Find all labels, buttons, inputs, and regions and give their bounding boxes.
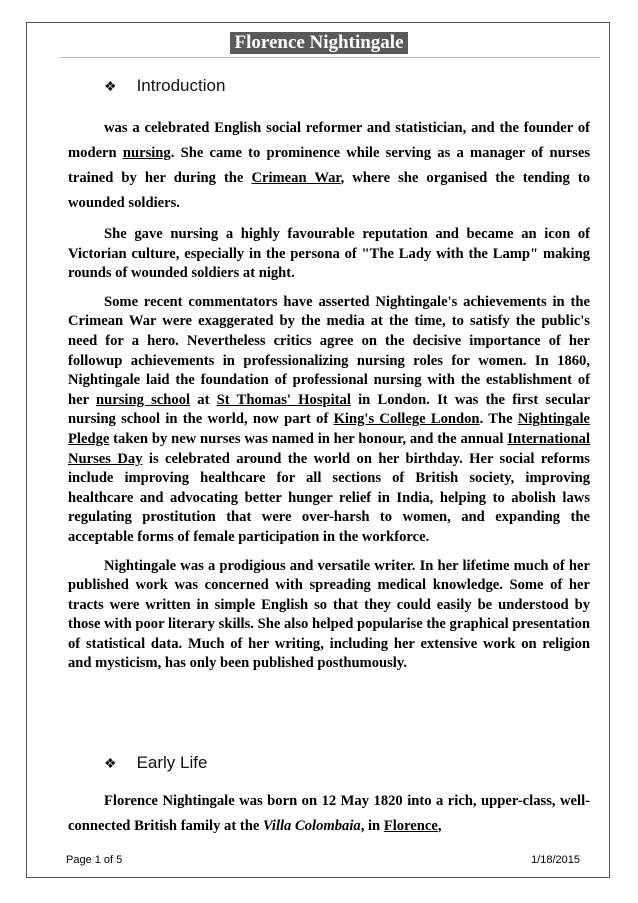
p1-text-3: , where she organised the tending to wounded soldiers. — [68, 170, 590, 211]
paragraph-4: Nightingale was a prodigious and versatile writer. In her lifetime much of her published work was concerned with spreading medical knowledge. Some of her tracts were written in simple English so that they could easily be understood by those with poor literary skills. She also helped popularise the graphical presentation of statistical data. Much of her writing, including her extensive work on religion and mysticism, has only been published posthumously. — [68, 557, 590, 672]
early-life-heading — [104, 753, 207, 773]
link-nursing[interactable]: nursing — [122, 145, 171, 161]
page-title: Florence Nightingale — [230, 32, 407, 54]
paragraph-3 — [68, 293, 590, 548]
paragraph-2: She gave nursing a highly favourable reputation and became an icon of Victorian culture, especially in the persona of "The Lady with the Lamp" making rounds of wounded soldiers at night. — [68, 226, 590, 282]
villa-colombaia-text: Villa Colombaia — [262, 818, 361, 834]
p3-text-1: Some recent commentators have asserted Nightingale's achievements in the Crimean War were exaggerated by the media at the time, to satisfy the public's need for a hero. Nevertheless critics agree on the decisive importance of her followup achievements in professionalizing nursing roles for women. In 1860, Nightingale laid the foundation of professional nursing with the establishment of her — [68, 293, 590, 408]
link-florence[interactable]: Florence — [383, 818, 438, 834]
p5-text-1: Florence Nightingale was born on 12 May 1820 into a rich, upper-class, well-connected British family at the — [68, 793, 590, 834]
p3-text-5: taken by new nurses was named in her honour, and the annual — [109, 430, 508, 447]
p1-text-1: was a celebrated English social reformer and statistician, and the founder of modern — [68, 120, 590, 161]
intro-heading — [104, 76, 225, 96]
link-st-thomas-hospital[interactable]: St Thomas' Hospital — [216, 391, 351, 408]
p3-text-6: is celebrated around the world on her birthday. Her social reforms include improving healthcare for all sections of British society, improving healthcare and advocating better hunger relief in India, helping to abolish laws regulating prostitution that were over-harsh to women, and expanding the acceptable forms of female participation in the workforce. — [68, 450, 590, 545]
early-life-body — [68, 789, 590, 848]
p1-text-2: . She came to prominence while serving as a manager of nurses trained by her during the — [68, 145, 590, 186]
paragraph-1 — [68, 116, 590, 216]
title-rule — [60, 57, 600, 58]
link-nightingale-pledge[interactable]: Nightingale Pledge — [68, 411, 590, 447]
p5-text-2: , in — [360, 818, 384, 834]
link-crimean-war[interactable]: Crimean War — [251, 170, 341, 186]
title-wrap — [0, 32, 638, 54]
page-number: Page 1 of 5 — [66, 854, 123, 866]
paragraph-5 — [68, 789, 590, 839]
link-nursing-school[interactable]: nursing school — [96, 391, 191, 408]
intro-heading-text: Introduction — [136, 76, 226, 95]
diamond-bullet-icon: ❖ — [104, 78, 117, 94]
p5-text-3: , — [437, 818, 442, 834]
link-international-nurses-day[interactable]: International Nurses Day — [68, 430, 590, 467]
footer-date: 1/18/2015 — [531, 854, 580, 866]
p3-text-2: at — [190, 391, 217, 408]
early-life-heading-text: Early Life — [136, 753, 208, 772]
diamond-bullet-icon: ❖ — [104, 755, 117, 771]
p3-text-3: in London. It was the first secular nursing school in the world, now part of — [68, 391, 590, 428]
page-footer — [66, 854, 580, 866]
p3-text-4: . The — [479, 411, 518, 428]
link-kings-college-london[interactable]: King's College London — [333, 411, 480, 428]
intro-body — [68, 116, 590, 683]
